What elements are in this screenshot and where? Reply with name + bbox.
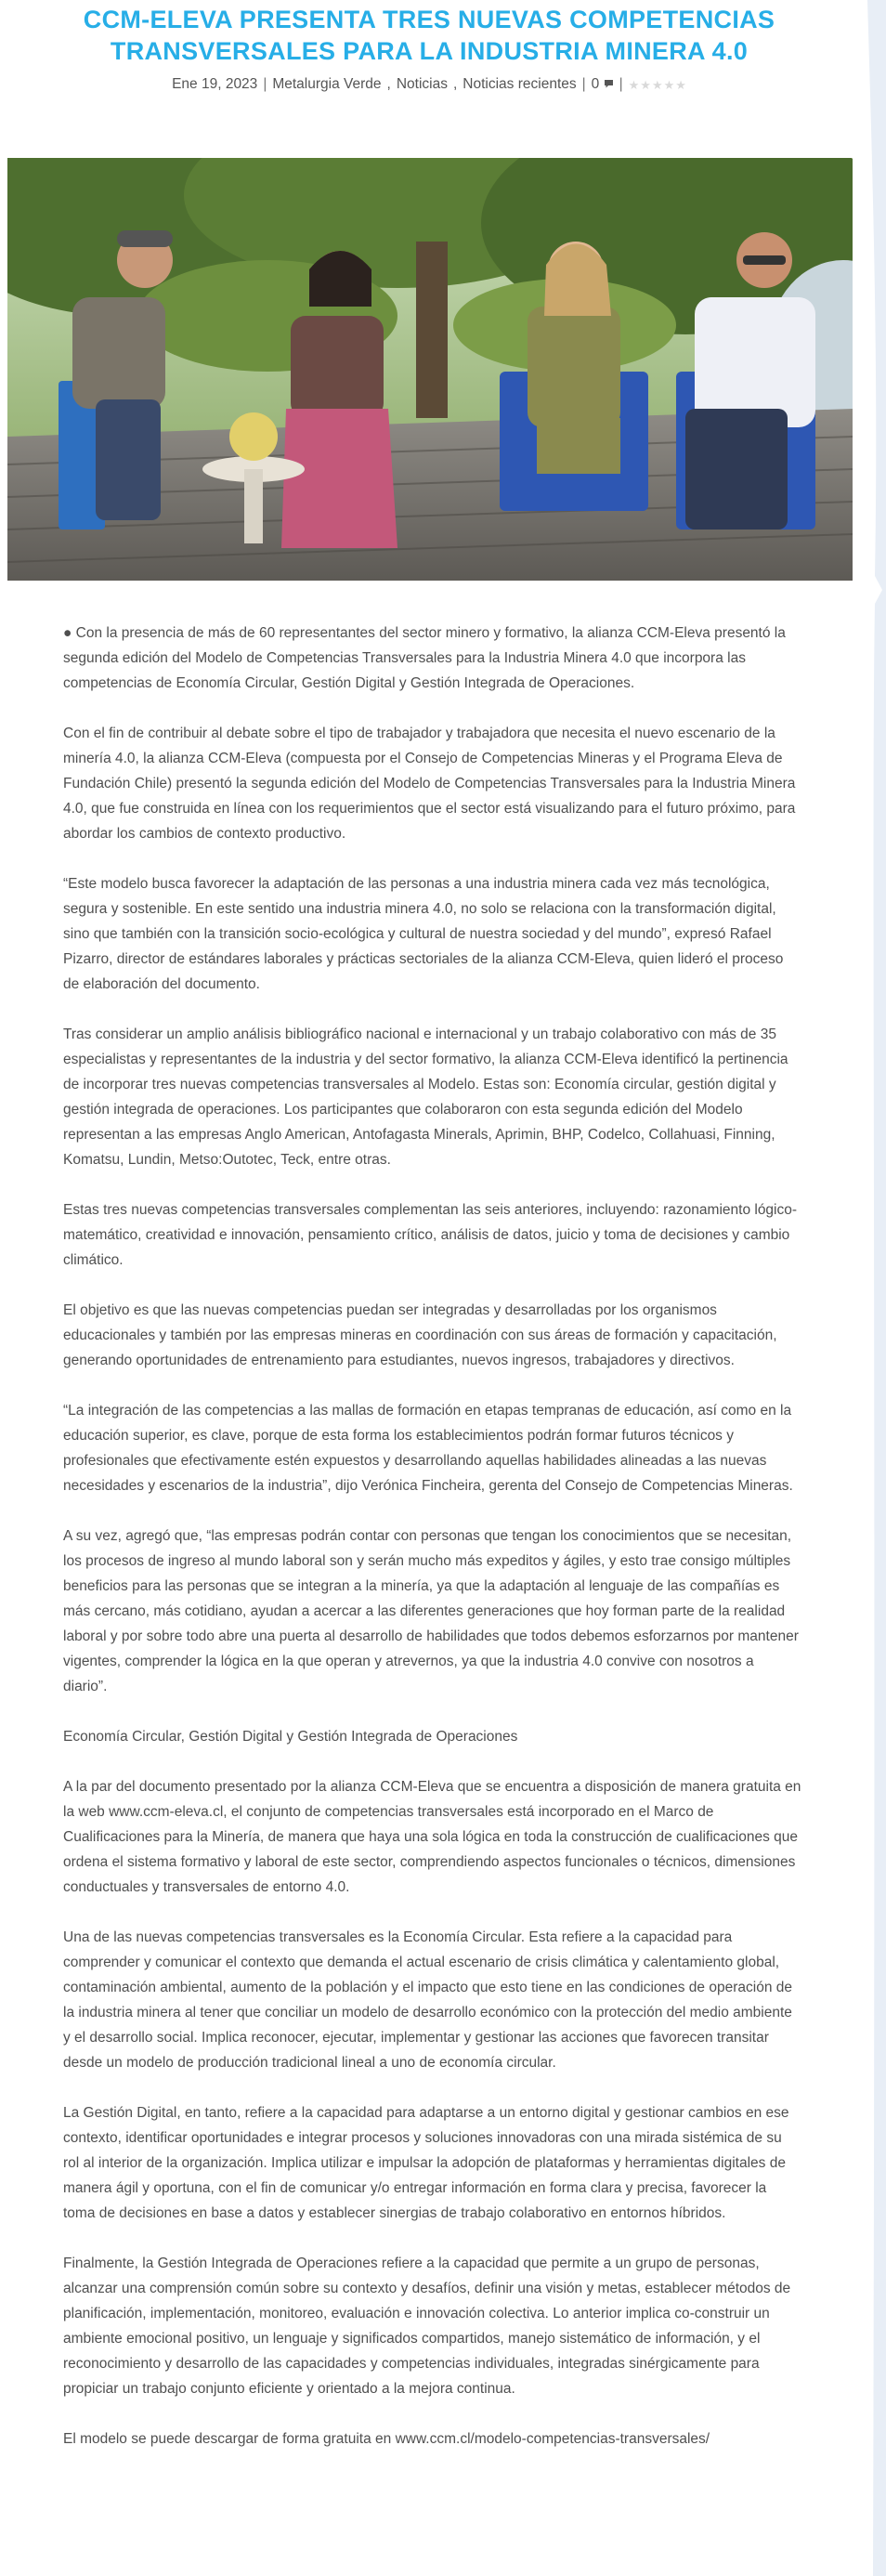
category-link-metalurgia-verde[interactable]: Metalurgia Verde [272, 76, 382, 92]
star-icon: ★ [663, 77, 675, 92]
post-meta [0, 76, 858, 93]
article-paragraph: El objetivo es que las nuevas competencias puedan ser integradas y desarrolladas por los organismos educacionales y también por las empresas mineras en coordinación con sus áreas de formación y capacitación, generando oportunidades de entrenamiento para estudiantes, nuevos ingresos, trabajadores y directivos. [63, 1302, 777, 1368]
category-comma: , [452, 76, 458, 92]
hero-photo [7, 158, 853, 581]
star-icon: ★ [651, 77, 663, 92]
post-header [0, 0, 858, 93]
article-paragraph: Tras considerar un amplio análisis bibliográfico nacional e internacional y un trabajo colaborativo con más de 35 especialistas y representantes de la industria y del sector formativo, la alianza CCM-Eleva identificó la pertinencia de incorporar tres nuevas competencias transversales al Modelo. Estas son: Economía circular, gestión digital y gestión integrada de operaciones. Los participantes que colaboraron con esta segunda edición del Modelo representan a las empresas Anglo American, Antofagasta Minerals, Aprimin, BHP, Codelco, Collahuasi, Finning, Komatsu, Lundin, Metso:Outotec, Teck, entre otras. [63, 1026, 788, 1168]
star-icon: ★ [640, 77, 651, 92]
meta-separator: | [263, 76, 267, 92]
article-paragraph: El modelo se puede descargar de forma gratuita en www.ccm.cl/modelo-competencias-transversales/ [63, 2431, 710, 2447]
article-subheading: Economía Circular, Gestión Digital y Gestión Integrada de Operaciones [63, 1729, 518, 1745]
category-link-noticias-recientes[interactable]: Noticias recientes [463, 76, 577, 92]
article-paragraph: “Este modelo busca favorecer la adaptación de las personas a una industria minera cada vez más tecnológica, segura y sostenible. En este sentido una industria minera 4.0, no solo se relaciona con la transformación digital, sino que también con la transición socio-ecológica y cultural de nuestra sociedad y del mundo”, expresó Rafael Pizarro, director de estándares laborales y prácticas sectoriales de la alianza CCM-Eleva, quien lideró el proceso de elaboración del documento. [63, 876, 784, 992]
category-link-noticias[interactable]: Noticias [396, 76, 448, 92]
star-icon: ★ [628, 77, 640, 92]
article-paragraph: “La integración de las competencias a las mallas de formación en etapas tempranas de educación, así como en la educación superior, es clave, porque de esta forma los establecimientos podrán formar futuros técnicos y profesionales que efectivamente estén expuestos y desarrollando aquellas habilidades alineadas a las nuevas necesidades y escenarios de la industria”, dijo Verónica Fincheira, gerenta del Consejo de Competencias Mineras. [63, 1403, 793, 1494]
star-icon: ★ [675, 77, 686, 92]
article-paragraph: ● Con la presencia de más de 60 representantes del sector minero y formativo, la alianza CCM-Eleva presentó la segunda edición del Modelo de Competencias Transversales para la Industria Minera 4.0 que incorpora las competencias de Economía Circular, Gestión Digital y Gestión Integrada de Operaciones. [63, 625, 786, 691]
article-paragraph: A la par del documento presentado por la alianza CCM-Eleva que se encuentra a disposición de manera gratuita en la web www.ccm-eleva.cl, el conjunto de competencias transversales está incorporado en el Marco de Cualificaciones para la Minería, de manera que haya una sola lógica en toda la construcción de cualificaciones que ordena el sistema formativo y laboral de este sector, comprendiendo aspectos funcionales o técnicos, dimensiones conductuales y transversales de entorno 4.0. [63, 1779, 801, 1895]
article-paragraph: Con el fin de contribuir al debate sobre el tipo de trabajador y trabajadora que necesita el nuevo escenario de la minería 4.0, la alianza CCM-Eleva (compuesta por el Consejo de Competencias Mineras y el Programa Eleva de Fundación Chile) presentó la segunda edición del Modelo de Competencias Transversales para la Industria Minera 4.0, que fue construida en línea con los requerimientos que el sector está visualizando para el futuro próximo, para abordar los cambios de contexto productivo. [63, 726, 796, 842]
article-body [63, 621, 801, 2477]
post-date: Ene 19, 2023 [172, 76, 258, 92]
category-comma: , [386, 76, 391, 92]
article-paragraph: Estas tres nuevas competencias transversales complementan las seis anteriores, incluyendo: razonamiento lógico-matemático, creatividad e innovación, pensamiento crítico, análisis de datos, juicio y toma de decisiones y cambio climático. [63, 1202, 798, 1268]
comment-icon [604, 79, 614, 89]
meta-separator: | [619, 76, 623, 92]
article-paragraph: A su vez, agregó que, “las empresas podrán contar con personas que tengan los conocimientos que se necesitan, los procesos de ingreso al mundo laboral son y serán mucho más expeditos y ágiles, y esto trae consigo múltiples beneficios para las personas que se integran a la minería, ya que la adaptación al lenguaje de las compañías es más cercano, más cotidiano, ayudan a acercar a las diferentes generaciones que hoy forman parte de la realidad laboral y por sobre todo abre una puerta al desarrollo de habilidades que todos debemos esforzarnos por mantener vigentes, comprender la lógica en la que operan y atrevernos, ya que la industria 4.0 convive con nosotros a diario”. [63, 1528, 799, 1694]
meta-separator: | [581, 76, 586, 92]
comments-link[interactable] [592, 76, 614, 93]
post-title: CCM-ELEVA PRESENTA TRES NUEVAS COMPETENCIAS TRANSVERSALES PARA LA INDUSTRIA MINERA 4.0 [83, 6, 775, 65]
hero-photo-illustration [7, 158, 853, 581]
article-paragraph: Una de las nuevas competencias transversales es la Economía Circular. Esta refiere a la capacidad para comprender y comunicar el contexto que demanda el actual escenario de crisis climática y calentamiento global, contaminación ambiental, aumento de la población y el impacto que esto tiene en las condiciones de operación de la industria minera al tener que conciliar un modelo de desarrollo económico con la protección del medio ambiente y el desarrollo social. Implica reconocer, ejecutar, implementar y gestionar las acciones que favorecen transitar desde un modelo de producción tradicional lineal a uno de economía circular. [63, 1929, 792, 2071]
side-decoration [854, 0, 886, 2576]
article-paragraph: Finalmente, la Gestión Integrada de Operaciones refiere a la capacidad que permite a un grupo de personas, alcanzar una comprensión común sobre su contexto y desafíos, definir una visión y metas, establecer métodos de planificación, implementación, monitoreo, evaluación e innovación colectiva. Lo anterior implica co-construir un ambiente emocional positivo, un lenguaje y significados compartidos, manejo sistemático de información, y el reconocimiento y desarrollo de las capacidades y competencias individuales, integradas sinérgicamente para propiciar un trabajo conjunto eficiente y orientado a la mejora continua. [63, 2256, 791, 2397]
article-paragraph: La Gestión Digital, en tanto, refiere a la capacidad para adaptarse a un entorno digital y gestionar cambios en ese contexto, identificar oportunidades e integrar procesos y soluciones innovadoras con una mirada sistémica de su rol al interior de la organización. Implica utilizar e impulsar la adopción de plataformas y herramientas digitales de manera ágil y oportuna, con el fin de comunicar y/o entregar información en forma clara y precisa, favorecer la toma de decisiones en base a datos y establecer sinergias de trabajo colaborativo en entornos híbridos. [63, 2105, 789, 2221]
comment-count: 0 [591, 76, 600, 92]
rating-stars [629, 79, 686, 91]
